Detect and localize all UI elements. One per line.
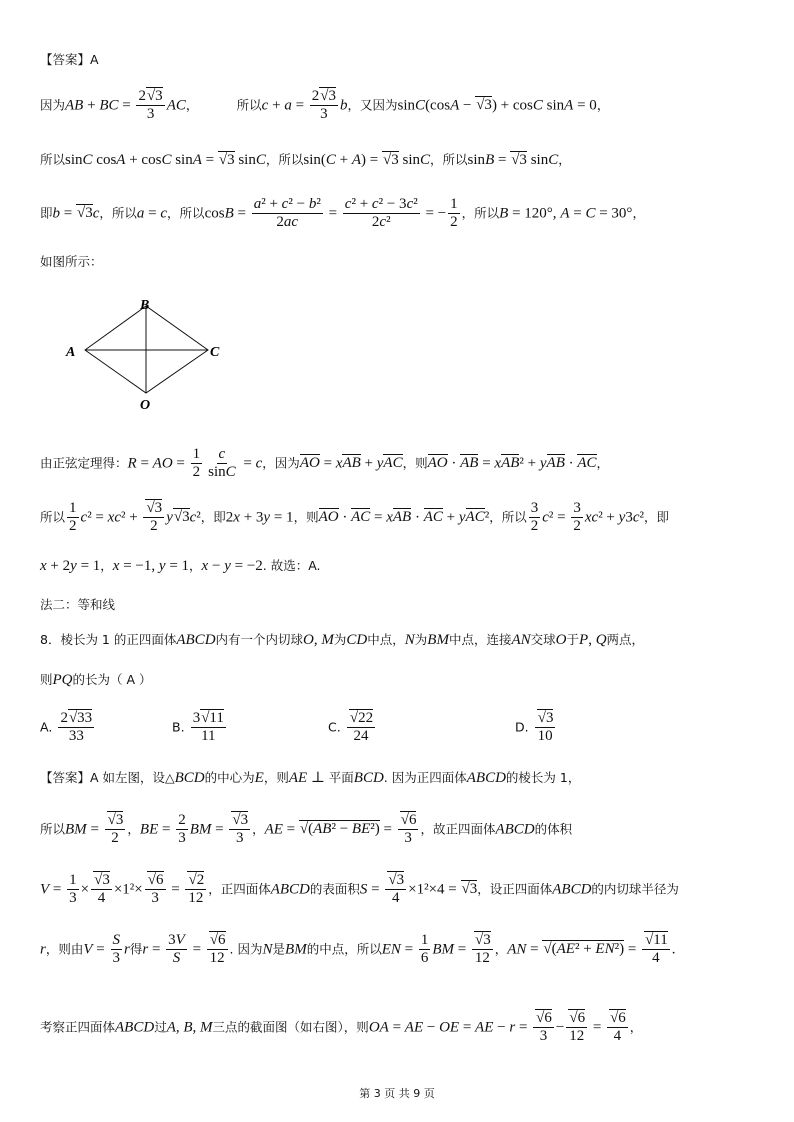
label-b: B (140, 298, 150, 313)
rhombus-diagram (60, 292, 240, 412)
solution-line-13: 考察正四面体ABCD过A, B, M三点的截面图（如右图），则OA = AE − OE = AE − r = $\frac{√6}{3}$ − $\frac{√6}{12}$ = $\frac{√6}{4}$ ， (40, 1010, 643, 1045)
method-two: 法二：等和线 (40, 597, 116, 612)
option-a[interactable]: A. $\frac{2√33}{33}$ (40, 710, 93, 745)
solution-line-3: 即b = √3c，所以a = c，所以cosB = $\frac{\text{a² + c² − b²}}{2ac}$ = $\frac{\text{c² + c² − 3c²}}{\text{2c²}}$ = − $\frac{1}{2}$ ，所以B = 120°, A = C = 30°， (40, 196, 645, 231)
solution-line-1: 因为AB + BC = $\frac{2√3}{3}$ AC， 所以c + a = $\frac{2√3}{3}$ b，又因为sinC(cosA − √3) + cosC sinA = 0， (40, 88, 610, 123)
label-c: C (210, 345, 220, 360)
page-footer: 第 3 页 共 9 页 (359, 1087, 435, 1100)
question-8: 8．棱长为 1 的正四面体ABCD内有一个内切球O, M为CD中点，N为BM中点，连接AN交球O于P, Q两点， (40, 632, 645, 648)
solution-line-5: 由正弦定理得：R = AO = $\frac{1}{2}$ $\frac{c}{\sin C}$ = c，因为AO = xAB + yAC，则AO · AB = xAB² + yAB · AC， (40, 446, 610, 481)
answer-8: 【答案】A 如左图，设△BCD的中心为E，则AE ⊥ 平面BCD. 因为正四面体ABCD的棱长为 1， (40, 770, 581, 786)
solution-line-7: x + 2y = 1，x = −1, y = 1，x − y = −2. 故选：A. (40, 558, 321, 574)
option-d[interactable]: D. $\frac{√3}{10}$ (515, 710, 554, 745)
label-o: O (140, 398, 151, 412)
as-shown-text: 如图所示： (40, 254, 103, 269)
option-c[interactable]: C. $\frac{√22}{24}$ (328, 710, 374, 745)
option-b[interactable]: B. $\frac{3√11}{11}$ (172, 710, 224, 745)
solution-line-11: V = $\frac{1}{3}$ × $\frac{√3}{4}$ ×1²× $\frac{√6}{3}$ = $\frac{√2}{12}$ ，正四面体ABCD的表面积S = $\frac{√3}{4}$ ×1²×4 = √3，设正四面体ABCD的内切球半径为 (40, 872, 679, 907)
solution-line-6: 所以 $\frac{1}{2}$ c² = xc² + $\frac{√3}{2}$ y√3c²，即2x + 3y = 1，则AO · AC = xAB · AC + yAC²，所以 $\frac{3}{2}$ c² = $\frac{3}{2}$ xc² + y3c²，即 (40, 500, 670, 535)
question-8-line-2: 则PQ的长为（ A ） (40, 672, 152, 688)
solution-line-10: 所以BM = $\frac{√3}{2}$ ，BE = $\frac{2}{3}$ BM = $\frac{√3}{3}$ ，AE = √(AB² − BE²) = $\frac{√6}{3}$ ，故正四面体ABCD的体积 (40, 812, 573, 847)
solution-line-2: 所以sinC cosA + cosC sinA = √3 sinC，所以sin(C + A) = √3 sinC，所以sinB = √3 sinC， (40, 152, 571, 168)
label-a: A (66, 345, 76, 360)
answer-label: 【答案】A (40, 52, 99, 67)
solution-line-12: r，则由V = $\frac{S}{3}$ r得r = $\frac{3V}{S}$ = $\frac{√6}{12}$ . 因为N是BM的中点，所以EN = $\frac{1}{6}$ BM = $\frac{√3}{12}$ ，AN = √(AE² + EN²) = $\frac{√11}{4}$ . (40, 932, 676, 967)
